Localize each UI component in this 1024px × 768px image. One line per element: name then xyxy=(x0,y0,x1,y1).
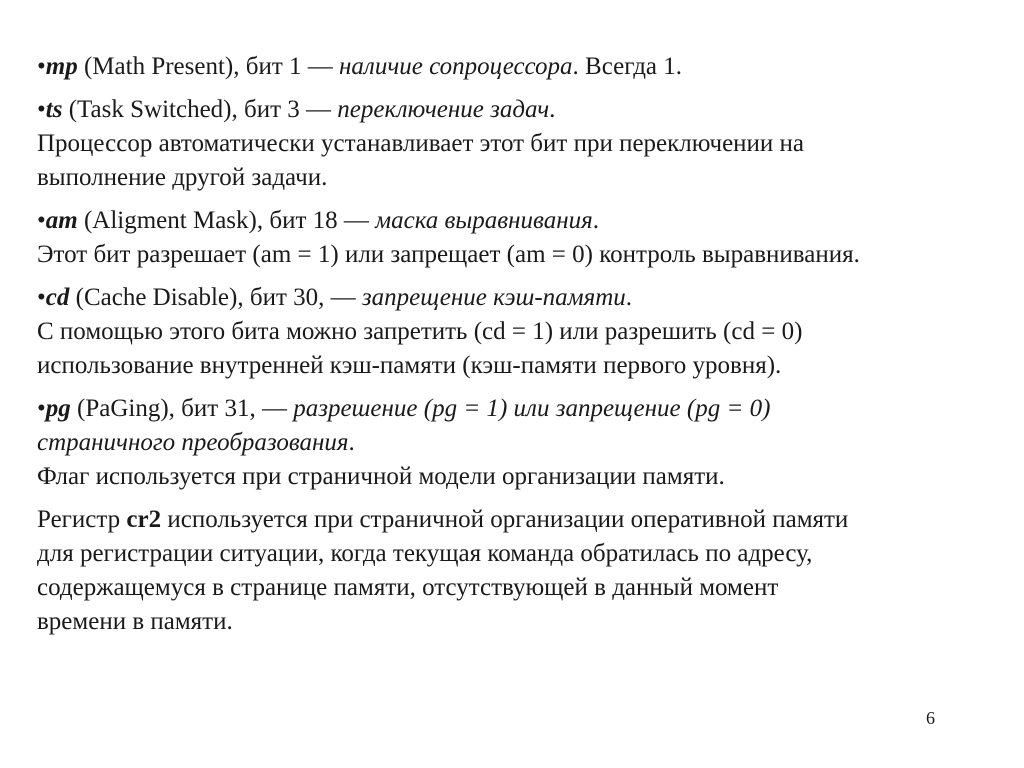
line xyxy=(37,204,987,238)
body-line: выполнение другой задачи. xyxy=(37,164,328,191)
line xyxy=(37,93,987,127)
term-ts: ts xyxy=(45,96,63,123)
body-line: Этот бит разрешает (am = 1) или запрещает (am = 0) контроль выравнивания. xyxy=(37,241,860,268)
body-line: использование внутренней кэш-памяти (кэш-памяти первого уровня). xyxy=(37,352,782,379)
line xyxy=(37,50,987,84)
term-tail: . Всегда 1. xyxy=(572,53,683,80)
register-cr2: cr2 xyxy=(126,506,162,533)
body-line: Процессор автоматически устанавливает этот бит при переключении на xyxy=(37,130,805,157)
bullet: • xyxy=(37,96,46,123)
body-line: для регистрации ситуации, когда текущая команда обратилась по адресу, xyxy=(37,540,813,567)
term-cd: cd xyxy=(45,284,70,311)
line xyxy=(37,392,987,426)
term-name: (PaGing), бит 31, — xyxy=(70,395,294,422)
term-description: переключение задач xyxy=(337,96,550,123)
paragraph-cd xyxy=(37,281,987,383)
term-description: наличие сопроцессора xyxy=(339,53,573,80)
cr2-rest: используется при страничной организации оперативной памяти xyxy=(161,506,849,533)
line xyxy=(37,426,987,460)
term-name: (Aligment Mask), бит 18 — xyxy=(77,207,376,234)
paragraph-ts xyxy=(37,93,987,195)
term-name: (Cache Disable), бит 30, — xyxy=(69,284,362,311)
term-description: разрешение (pg = 1) или запрещение (pg = 0) xyxy=(293,395,771,422)
page-number: 6 xyxy=(926,708,935,728)
body-line: С помощью этого бита можно запретить (cd = 1) или разрешить (cd = 0) xyxy=(37,318,803,345)
term-description: маска выравнивания xyxy=(375,207,593,234)
body-line: содержащемуся в странице памяти, отсутствующей в данный момент xyxy=(37,574,779,601)
bullet: • xyxy=(37,284,46,311)
term-tail: . xyxy=(549,96,556,123)
term-pg: pg xyxy=(45,395,71,422)
term-description: запрещение кэш-памяти xyxy=(361,284,626,311)
line xyxy=(37,503,987,537)
term-am: am xyxy=(45,207,78,234)
bullet: • xyxy=(37,53,46,80)
term-mp: mp xyxy=(45,53,78,80)
term-name: (Task Switched), бит 3 — xyxy=(62,96,338,123)
line xyxy=(37,281,987,315)
cr2-prefix: Регистр xyxy=(37,506,127,533)
slide-body xyxy=(37,50,987,648)
paragraph-mp xyxy=(37,50,987,84)
body-line: Флаг используется при страничной модели организации памяти. xyxy=(37,463,725,490)
term-tail: . xyxy=(592,207,600,234)
paragraph-am xyxy=(37,204,987,272)
body-line: времени в памяти. xyxy=(37,608,233,635)
bullet: • xyxy=(37,395,46,422)
bullet: • xyxy=(37,207,46,234)
paragraph-cr2 xyxy=(37,503,987,639)
term-tail: . xyxy=(348,429,355,456)
term-name: (Math Present), бит 1 — xyxy=(77,53,340,80)
paragraph-pg xyxy=(37,392,987,494)
term-tail: . xyxy=(625,284,633,311)
term-description: страничного преобразования xyxy=(37,429,349,456)
